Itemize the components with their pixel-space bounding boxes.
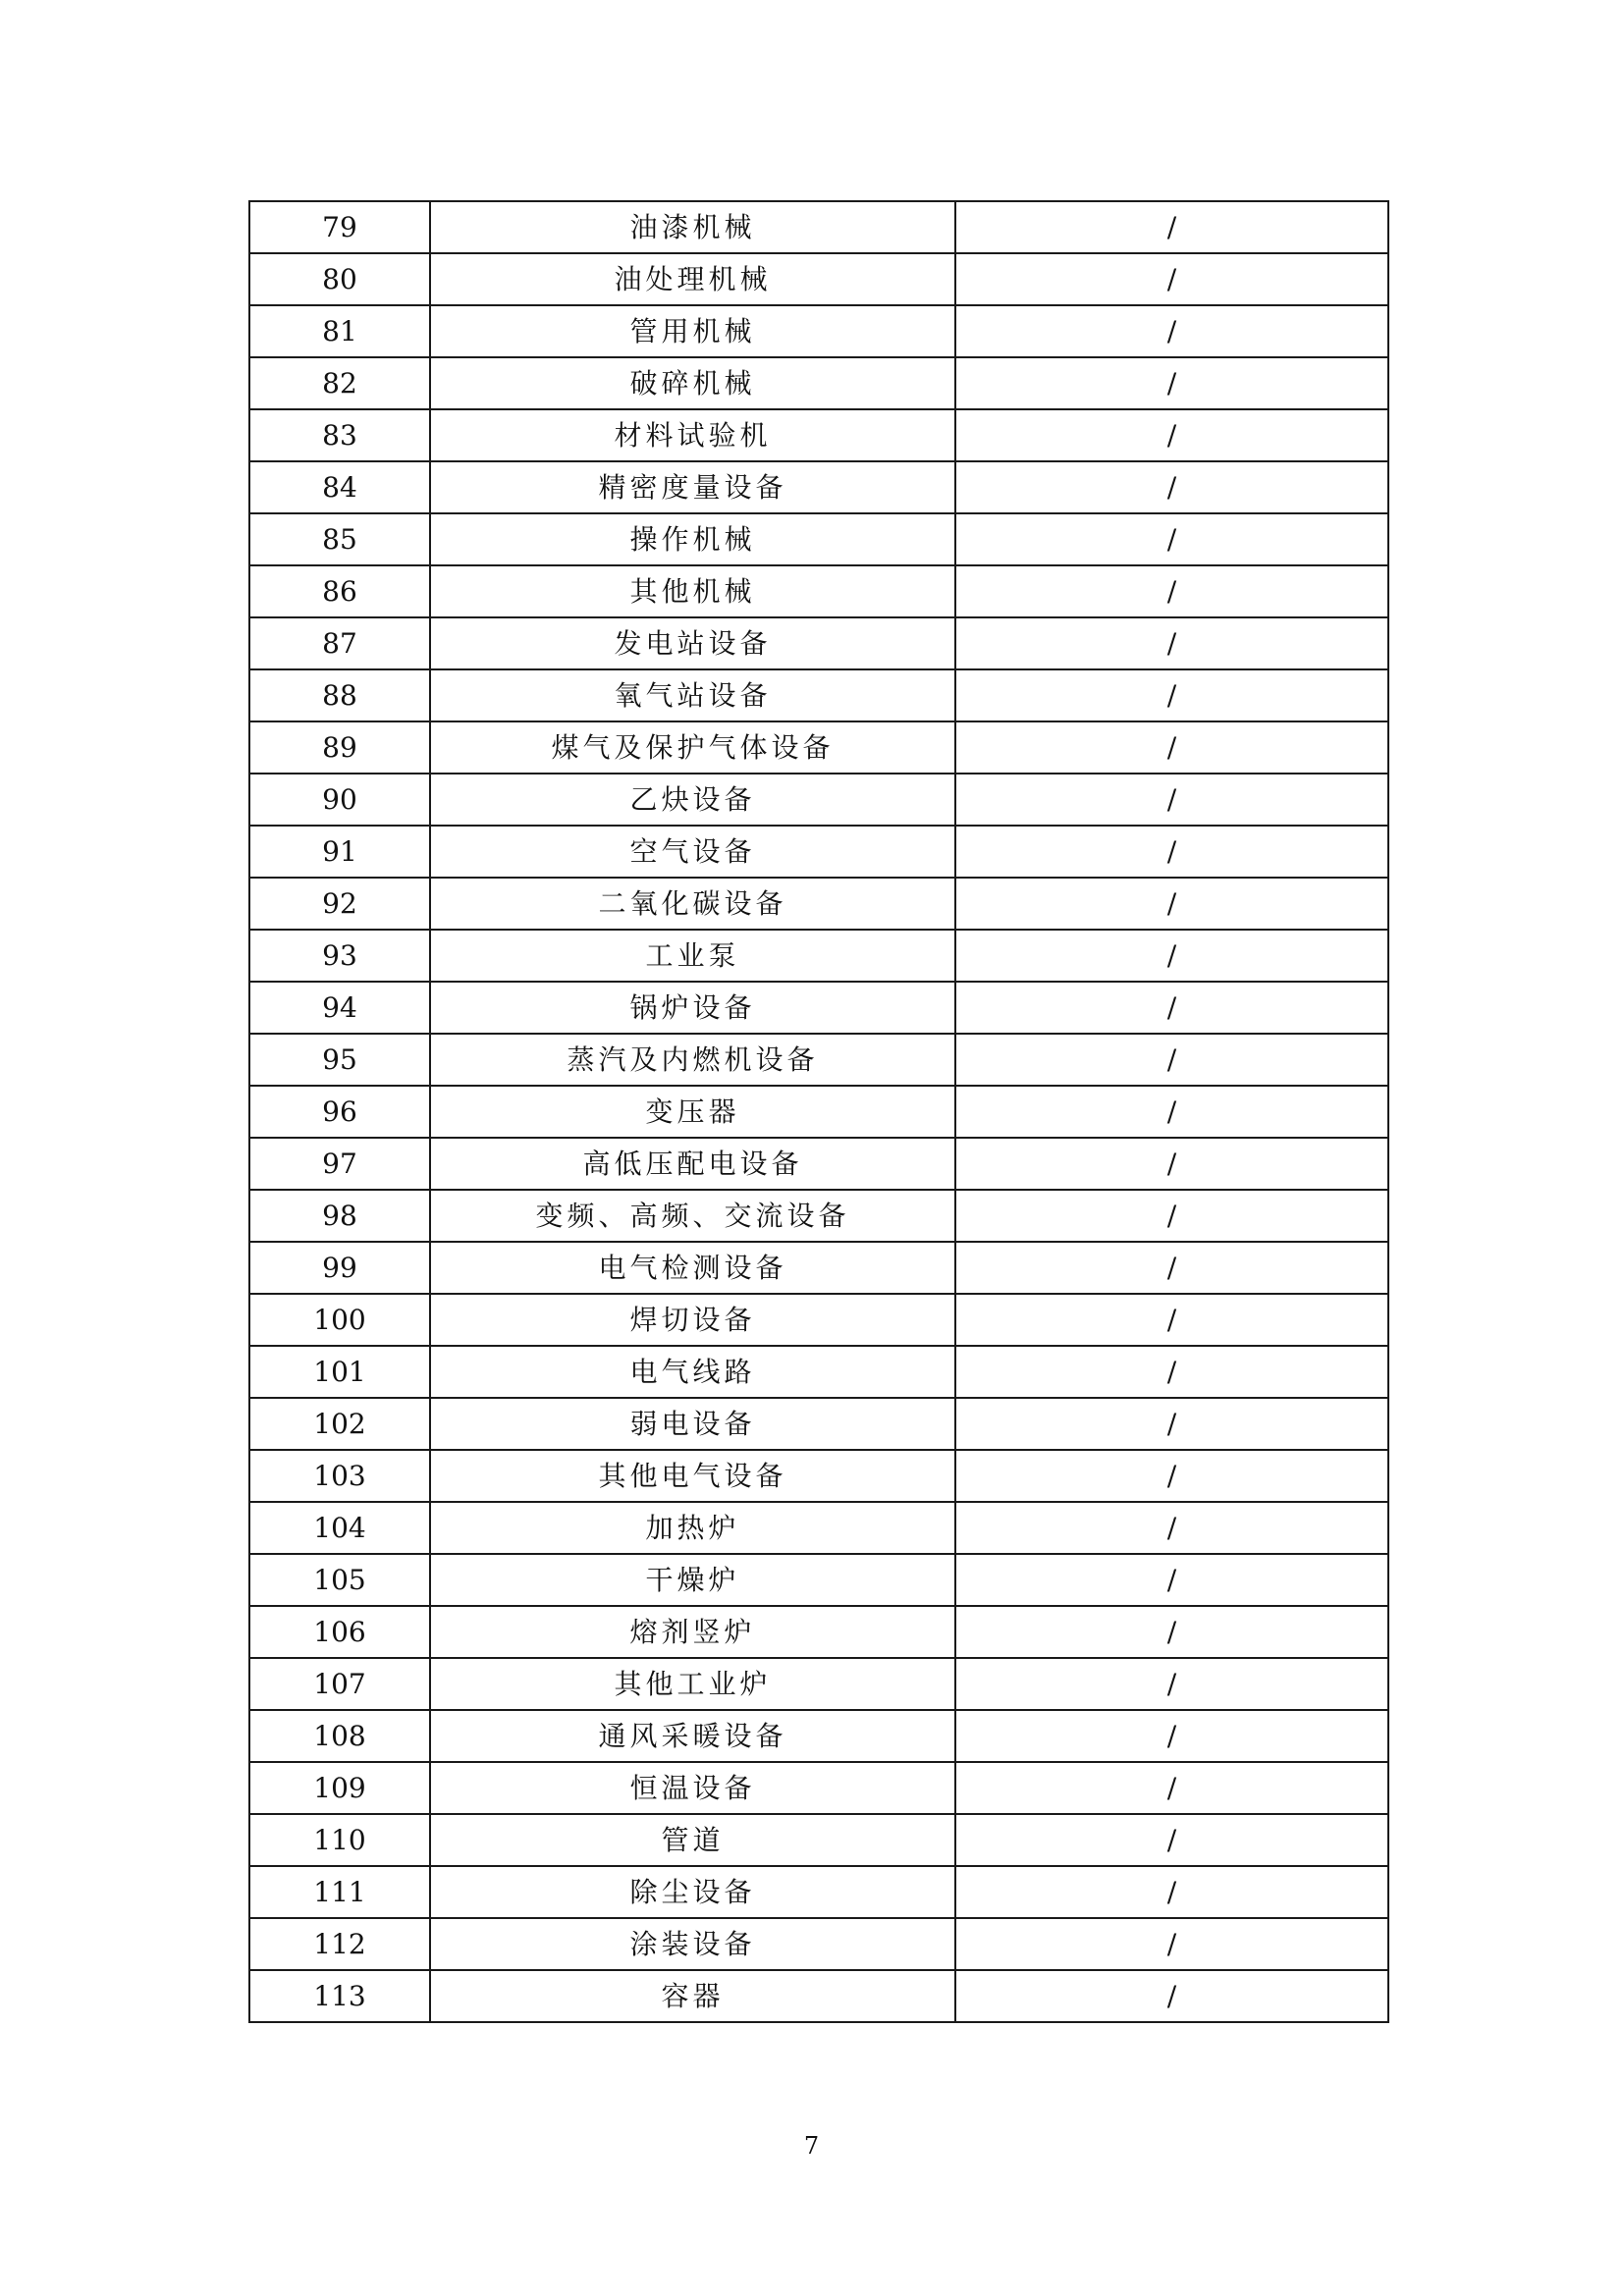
equipment-name-cell: 加热炉 [430, 1502, 955, 1554]
table-row [249, 1918, 1388, 1970]
table-row [249, 1294, 1388, 1346]
equipment-name-cell: 管道 [430, 1814, 955, 1866]
value-cell: / [955, 1658, 1388, 1710]
table-row [249, 1190, 1388, 1242]
row-number-cell: 96 [249, 1086, 430, 1138]
equipment-name-cell: 变压器 [430, 1086, 955, 1138]
table-row [249, 1606, 1388, 1658]
row-number-cell: 88 [249, 669, 430, 721]
row-number-cell: 86 [249, 565, 430, 617]
equipment-name-cell: 变频、高频、交流设备 [430, 1190, 955, 1242]
equipment-name-cell: 空气设备 [430, 826, 955, 878]
row-number-cell: 79 [249, 201, 430, 253]
row-number-cell: 97 [249, 1138, 430, 1190]
value-cell: / [955, 1034, 1388, 1086]
table-row [249, 1138, 1388, 1190]
row-number-cell: 99 [249, 1242, 430, 1294]
value-cell: / [955, 1554, 1388, 1606]
value-cell: / [955, 1970, 1388, 2022]
table-row [249, 461, 1388, 513]
table-row [249, 357, 1388, 409]
table-row [249, 878, 1388, 930]
value-cell: / [955, 357, 1388, 409]
row-number-cell: 113 [249, 1970, 430, 2022]
row-number-cell: 82 [249, 357, 430, 409]
value-cell: / [955, 1190, 1388, 1242]
value-cell: / [955, 409, 1388, 461]
value-cell: / [955, 1086, 1388, 1138]
table-row [249, 305, 1388, 357]
value-cell: / [955, 1814, 1388, 1866]
page-number: 7 [803, 2132, 820, 2160]
row-number-cell: 85 [249, 513, 430, 565]
row-number-cell: 92 [249, 878, 430, 930]
value-cell: / [955, 565, 1388, 617]
table-row [249, 1970, 1388, 2022]
value-cell: / [955, 253, 1388, 305]
row-number-cell: 102 [249, 1398, 430, 1450]
equipment-name-cell: 发电站设备 [430, 617, 955, 669]
table-row [249, 930, 1388, 982]
table-row [249, 982, 1388, 1034]
value-cell: / [955, 774, 1388, 826]
equipment-name-cell: 氧气站设备 [430, 669, 955, 721]
value-cell: / [955, 930, 1388, 982]
table-row [249, 1242, 1388, 1294]
equipment-name-cell: 电气检测设备 [430, 1242, 955, 1294]
row-number-cell: 104 [249, 1502, 430, 1554]
value-cell: / [955, 878, 1388, 930]
row-number-cell: 95 [249, 1034, 430, 1086]
row-number-cell: 98 [249, 1190, 430, 1242]
row-number-cell: 94 [249, 982, 430, 1034]
equipment-name-cell: 管用机械 [430, 305, 955, 357]
equipment-name-cell: 高低压配电设备 [430, 1138, 955, 1190]
table-row [249, 565, 1388, 617]
value-cell: / [955, 982, 1388, 1034]
equipment-name-cell: 精密度量设备 [430, 461, 955, 513]
row-number-cell: 103 [249, 1450, 430, 1502]
row-number-cell: 107 [249, 1658, 430, 1710]
equipment-name-cell: 乙炔设备 [430, 774, 955, 826]
value-cell: / [955, 669, 1388, 721]
row-number-cell: 81 [249, 305, 430, 357]
row-number-cell: 84 [249, 461, 430, 513]
row-number-cell: 101 [249, 1346, 430, 1398]
table-row [249, 1814, 1388, 1866]
value-cell: / [955, 1866, 1388, 1918]
equipment-name-cell: 破碎机械 [430, 357, 955, 409]
equipment-name-cell: 熔剂竖炉 [430, 1606, 955, 1658]
table-row [249, 1086, 1388, 1138]
row-number-cell: 109 [249, 1762, 430, 1814]
value-cell: / [955, 461, 1388, 513]
table-row [249, 1450, 1388, 1502]
table-row [249, 253, 1388, 305]
value-cell: / [955, 826, 1388, 878]
row-number-cell: 112 [249, 1918, 430, 1970]
equipment-name-cell: 蒸汽及内燃机设备 [430, 1034, 955, 1086]
equipment-name-cell: 涂装设备 [430, 1918, 955, 1970]
table-row [249, 1710, 1388, 1762]
table-row [249, 513, 1388, 565]
table-row [249, 1554, 1388, 1606]
row-number-cell: 93 [249, 930, 430, 982]
value-cell: / [955, 1346, 1388, 1398]
row-number-cell: 106 [249, 1606, 430, 1658]
equipment-name-cell: 材料试验机 [430, 409, 955, 461]
table-row [249, 774, 1388, 826]
value-cell: / [955, 513, 1388, 565]
equipment-name-cell: 容器 [430, 1970, 955, 2022]
equipment-name-cell: 其他工业炉 [430, 1658, 955, 1710]
row-number-cell: 80 [249, 253, 430, 305]
value-cell: / [955, 1398, 1388, 1450]
value-cell: / [955, 1502, 1388, 1554]
equipment-name-cell: 焊切设备 [430, 1294, 955, 1346]
table-row [249, 201, 1388, 253]
equipment-name-cell: 除尘设备 [430, 1866, 955, 1918]
equipment-name-cell: 电气线路 [430, 1346, 955, 1398]
equipment-name-cell: 通风采暖设备 [430, 1710, 955, 1762]
value-cell: / [955, 1606, 1388, 1658]
equipment-table [248, 200, 1389, 2023]
row-number-cell: 90 [249, 774, 430, 826]
equipment-name-cell: 干燥炉 [430, 1554, 955, 1606]
value-cell: / [955, 201, 1388, 253]
table-row [249, 1762, 1388, 1814]
value-cell: / [955, 1762, 1388, 1814]
table-row [249, 1346, 1388, 1398]
row-number-cell: 105 [249, 1554, 430, 1606]
equipment-name-cell: 弱电设备 [430, 1398, 955, 1450]
value-cell: / [955, 1294, 1388, 1346]
row-number-cell: 100 [249, 1294, 430, 1346]
row-number-cell: 110 [249, 1814, 430, 1866]
equipment-name-cell: 其他电气设备 [430, 1450, 955, 1502]
row-number-cell: 89 [249, 721, 430, 774]
table-row [249, 669, 1388, 721]
value-cell: / [955, 1450, 1388, 1502]
table-body [249, 201, 1388, 2022]
table-row [249, 826, 1388, 878]
value-cell: / [955, 617, 1388, 669]
value-cell: / [955, 1242, 1388, 1294]
value-cell: / [955, 1918, 1388, 1970]
table-row [249, 1658, 1388, 1710]
value-cell: / [955, 1138, 1388, 1190]
table-row [249, 1034, 1388, 1086]
table-row [249, 1398, 1388, 1450]
table-row [249, 721, 1388, 774]
row-number-cell: 108 [249, 1710, 430, 1762]
equipment-name-cell: 油处理机械 [430, 253, 955, 305]
equipment-name-cell: 其他机械 [430, 565, 955, 617]
table-row [249, 617, 1388, 669]
equipment-name-cell: 恒温设备 [430, 1762, 955, 1814]
table-row [249, 409, 1388, 461]
equipment-name-cell: 工业泵 [430, 930, 955, 982]
value-cell: / [955, 721, 1388, 774]
table-row [249, 1502, 1388, 1554]
value-cell: / [955, 305, 1388, 357]
row-number-cell: 91 [249, 826, 430, 878]
row-number-cell: 83 [249, 409, 430, 461]
equipment-name-cell: 煤气及保护气体设备 [430, 721, 955, 774]
equipment-name-cell: 操作机械 [430, 513, 955, 565]
row-number-cell: 87 [249, 617, 430, 669]
row-number-cell: 111 [249, 1866, 430, 1918]
equipment-name-cell: 二氧化碳设备 [430, 878, 955, 930]
value-cell: / [955, 1710, 1388, 1762]
equipment-name-cell: 锅炉设备 [430, 982, 955, 1034]
equipment-name-cell: 油漆机械 [430, 201, 955, 253]
table-row [249, 1866, 1388, 1918]
